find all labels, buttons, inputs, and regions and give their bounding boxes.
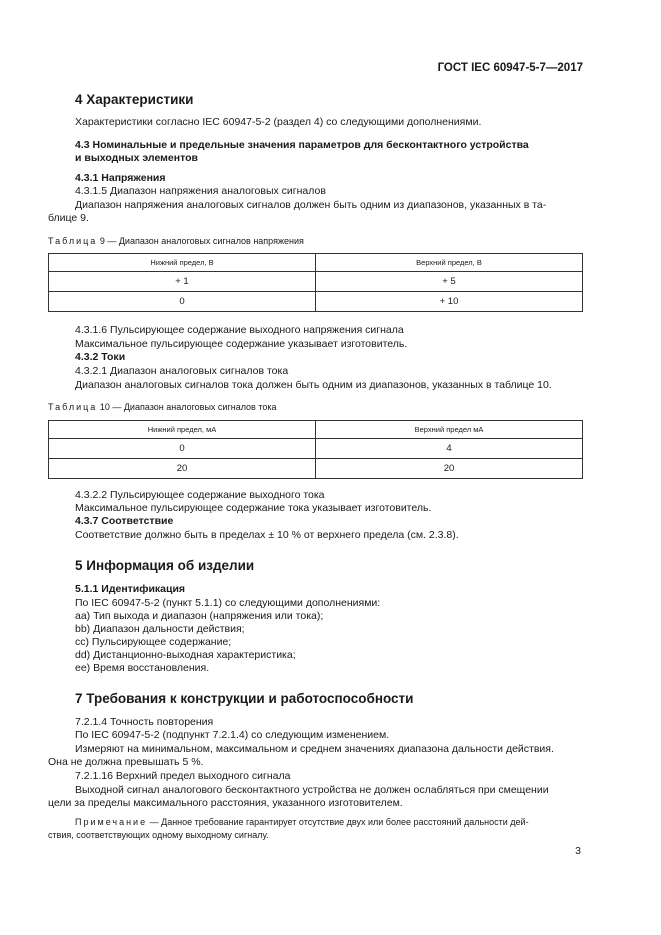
table-9-caption xyxy=(48,236,304,246)
section-5-title: 5 Информация об изделии xyxy=(75,558,255,573)
table-10-header-upper: Верхний предел мА xyxy=(316,421,583,439)
table-cell: + 10 xyxy=(316,292,583,312)
section-4-3-title-line2: и выходных элементов xyxy=(75,152,198,164)
section-4-3-7-text: Соответствие должно быть в пределах ± 10 % от верхнего предела (см. 2.3.8). xyxy=(75,529,459,541)
table-10-caption-label: Таблица xyxy=(48,402,98,412)
table-row xyxy=(49,292,583,312)
table-9 xyxy=(48,253,583,312)
table-9-header-lower: Нижний предел, В xyxy=(49,254,316,272)
note-label: Примечание xyxy=(75,817,148,827)
table-9-header-row xyxy=(49,254,583,272)
table-cell: 20 xyxy=(49,459,316,479)
table-10-caption xyxy=(48,402,277,412)
section-5-1-1-intro: По IEC 60947-5-2 (пункт 5.1.1) со следующими дополнениями: xyxy=(75,597,381,609)
section-4-3-1-5-text-line1: Диапазон напряжения аналоговых сигналов должен быть одним из диапазонов, указанных в та- xyxy=(75,199,547,211)
table-row xyxy=(49,459,583,479)
section-7-2-1-16-text-line1: Выходной сигнал аналогового бесконтактного устройства не должен ослабляться при смещении xyxy=(75,784,549,796)
table-9-caption-label: Таблица xyxy=(48,236,98,246)
table-row xyxy=(49,439,583,459)
section-4-3-1-5-text-line2: блице 9. xyxy=(48,212,89,224)
section-4-3-7-title: 4.3.7 Соответствие xyxy=(75,515,174,527)
section-7-2-1-16-title: 7.2.1.16 Верхний предел выходного сигнала xyxy=(75,770,291,782)
table-cell: 0 xyxy=(49,439,316,459)
table-cell: + 5 xyxy=(316,272,583,292)
note-text-line2: ствия, соответствующих одному выходному сигналу. xyxy=(48,830,269,840)
list-item: cc) Пульсирующее содержание; xyxy=(75,636,232,648)
table-cell: 4 xyxy=(316,439,583,459)
table-10-caption-text: 10 — Диапазон аналоговых сигналов тока xyxy=(99,402,277,412)
section-4-3-1-title: 4.3.1 Напряжения xyxy=(75,172,166,184)
table-cell: + 1 xyxy=(49,272,316,292)
section-7-2-1-4-title: 7.2.1.4 Точность повторения xyxy=(75,716,214,728)
table-9-header-upper: Верхний предел, В xyxy=(316,254,583,272)
section-4-3-2-1-title: 4.3.2.1 Диапазон аналоговых сигналов тока xyxy=(75,365,289,377)
table-cell: 0 xyxy=(49,292,316,312)
table-10-header-row xyxy=(49,421,583,439)
section-7-title: 7 Требования к конструкции и работоспособности xyxy=(75,691,414,706)
section-7-2-1-4-text-line1: По IEC 60947-5-2 (подпункт 7.2.1.4) со следующим изменением. xyxy=(75,729,390,741)
section-7-2-1-16-text-line2: цели за пределы максимального расстояния, указанного изготовителем. xyxy=(48,797,403,809)
table-10-header-lower: Нижний предел, мА xyxy=(49,421,316,439)
section-7-2-1-4-text-line2: Измеряют на минимальном, максимальном и среднем значениях диапазона дальности действия. xyxy=(75,743,554,755)
list-item: ee) Время восстановления. xyxy=(75,662,210,674)
section-4-3-1-5-title: 4.3.1.5 Диапазон напряжения аналоговых сигналов xyxy=(75,185,326,197)
note-line1 xyxy=(75,816,529,829)
section-4-3-2-2-title: 4.3.2.2 Пульсирующее содержание выходного тока xyxy=(75,489,325,501)
list-item: dd) Дистанционно-выходная характеристика; xyxy=(75,649,296,661)
page-number: 3 xyxy=(575,845,581,857)
section-4-3-1-6-title: 4.3.1.6 Пульсирующее содержание выходного напряжения сигнала xyxy=(75,324,404,336)
table-10 xyxy=(48,420,583,479)
table-cell: 20 xyxy=(316,459,583,479)
table-row xyxy=(49,272,583,292)
standard-header: ГОСТ IEC 60947-5-7—2017 xyxy=(437,62,583,74)
section-4-3-title-line1: 4.3 Номинальные и предельные значения параметров для бесконтактного устройства xyxy=(75,139,529,151)
list-item: аа) Тип выхода и диапазон (напряжения или тока); xyxy=(75,610,324,622)
section-4-title: 4 Характеристики xyxy=(75,92,194,107)
section-4-3-2-title: 4.3.2 Токи xyxy=(75,351,126,363)
section-4-3-2-2-text: Максимальное пульсирующее содержание тока указывает изготовитель. xyxy=(75,502,432,514)
section-4-3-1-6-text: Максимальное пульсирующее содержание указывает изготовитель. xyxy=(75,338,408,350)
section-7-2-1-4-text-line3: Она не должна превышать 5 %. xyxy=(48,756,204,768)
table-9-caption-text: 9 — Диапазон аналоговых сигналов напряжения xyxy=(99,236,304,246)
note-text-line1: — Данное требование гарантирует отсутствие двух или более расстояний дальности дей- xyxy=(147,817,529,827)
section-4-intro: Характеристики согласно IEC 60947-5-2 (раздел 4) со следующими дополнениями. xyxy=(75,116,482,128)
list-item: bb) Диапазон дальности действия; xyxy=(75,623,245,635)
section-5-1-1-title: 5.1.1 Идентификация xyxy=(75,583,186,595)
section-4-3-2-1-text: Диапазон аналоговых сигналов тока должен быть одним из диапазонов, указанных в таблице 10. xyxy=(75,379,552,391)
